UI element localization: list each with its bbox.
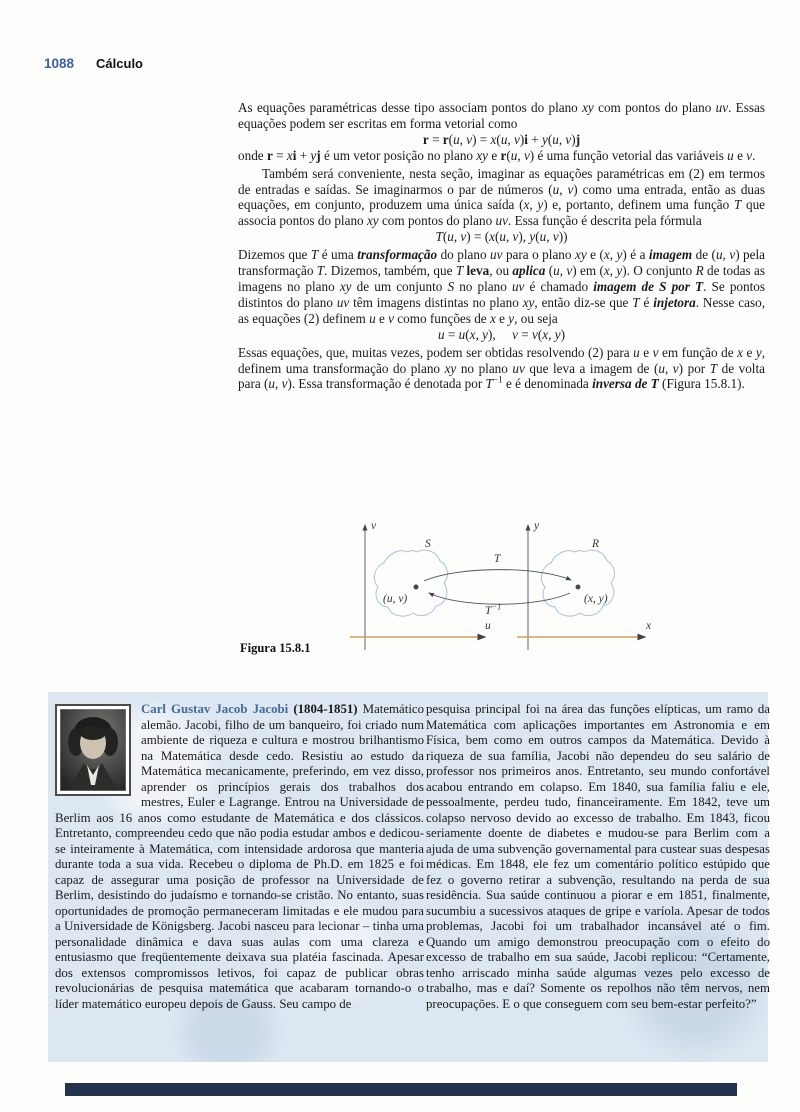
page-bottom-bar [65,1083,737,1096]
figure-caption: Figura 15.8.1 [240,641,311,655]
bio-left-column [55,702,424,1012]
main-text-column [238,100,765,392]
xy-point-dot [576,585,581,590]
equation-u-v-functions: u = u(x, y), v = v(x, y) [438,326,565,342]
paragraph-position-vector: onde r = xi + yj é um vetor posição no plano xy e r(u, v) é uma função vetorial das variáveis u e v. [238,147,756,163]
jacobi-portrait-image [60,709,126,791]
page-header [44,56,143,71]
paragraph-transformation: Dizemos que T é uma transformação do plano uv para o plano xy e (x, y) é a imagem de (u, v) pela transformação T. Dizemos, também, que T leva, ou aplica (u, v) em (x, y). O conjunto R de todas as imagens no plano xy de um conjunto S no plano uv é chamado imagem de S por T. Se pontos distintos do plano uv têm imagens distintas no plano xy, então diz-se que T é injetora. Nesse caso, as equações (2) definem u e v como funções de x e y, ou seja [238,247,766,326]
paragraph-inverse: Essas equações, que, muitas vezes, podem ser obtidas resolvendo (2) para u e v em função de x e y, definem uma transformação do plano xy no plano uv que leva a imagem de (u, v) por T de volta para (u, v). Essa transformação é denotada por $T^{-1}$ e é denominada inversa de T (Figura 15.8.1). [238,344,766,392]
paragraph-parametric: As equações paramétricas desse tipo associam pontos do plano xy com pontos do plano uv. Essas equações podem ser escritas em forma vetorial como [238,100,765,131]
equation-T-definition: T(u, v) = (x(u, v), y(u, v)) [435,229,568,245]
transformation-diagram [333,516,671,666]
set-r-label: R [592,538,600,550]
region-s-blob [374,550,447,616]
page-number: 1088 [44,56,75,71]
v-axis-label: v [371,520,377,532]
t-inverse-label: $T^{-1}$ [485,601,502,617]
paragraph-inputs-outputs: Também será conveniente, nesta seção, imaginar as equações paramétricas em (2) em termos de entradas e saídas. Se imaginarmos o par de números (u, v) como uma entrada, então as duas equações, em conjunto, produzem uma única saída (x, y) e, portanto, definem uma função T que associa pontos do plano xy com pontos do plano uv. Essa função é descrita pela fórmula [238,165,766,229]
xy-point-label: (x, y) [584,593,608,605]
uv-point-label: (u, v) [383,593,408,605]
region-r-blob [541,550,614,616]
t-map-label: T [494,553,501,565]
bio-name: Carl Gustav Jacob Jacobi [141,702,289,716]
figure-15-8-1 [333,516,671,666]
bio-right-text: pesquisa principal foi na área das funções elípticas, um ramo da Matemática com aplicações importantes em Astronomia e em Física, bem como em outros campos da Matemática. Devido à riqueza de sua família, Jacobi não dependeu do seu salário de professor nos primeiros anos. Entretanto, seu mundo confortável acabou entrando em colapso. Em 1840, sua família faliu e ele, pessoalmente, perdeu tudo, financeiramente. Em 1842, teve um colapso nervoso devido ao excesso de trabalho. Em 1843, ficou seriamente doente de diabetes e mudou-se para Berlim com a ajuda de uma subvenção governamental para custear suas despesas médicas. Em 1848, ele fez um comentário político estúpido que fez o governo retirar a subvenção, resultando na perda de sua residência. Sua saúde continuou a piorar e em 1851, finalmente, sucumbiu a sucessivos ataques de gripe e varíola. Apesar de todos problemas, Jacobi foi um trabalhador incansável até o fim. Quando um amigo demonstrou preocupação com o efeito do excesso de trabalho em sua saúde, Jacobi replicou: “Certamente, tenho arriscado minha saúde algumas vezes pelo excesso de trabalho, mas e daí? Somente os repolhos não têm nervos, nem preocupações. E o que conseguem com seu bem-estar perfeito?” [426,702,770,1011]
u-axis-label: u [485,620,491,632]
bio-left-text: Matemático alemão. Jacobi, filho de um banqueiro, foi criado num ambiente de riqueza e cultura e mostrou brilhantismo na Matemática desde cedo. Resistiu ao estudo da Matemática mecanicamente, preferindo, em vez disso, aprender os princípios gerais dos trabalhos dos mestres, Euler e Lagrange. Entrou na Universidade de Berlim aos 16 anos como estudante de Matemática e dos clássicos. Entretanto, compreendeu cedo que não podia estudar ambos e dedicou-se inteiramente à Matemática, com intensidade ardorosa que manteria durante toda a sua vida. Recebeu o diploma de Ph.D. em 1825 e foi capaz de assegurar uma posição de professor na Universidade de Berlim, desistindo do judaísmo e tornando-se cristão. No entanto, suas oportunidades de promoção permaneceram limitadas e ele mudou para a Universidade de Königsberg. Jacobi nasceu para lecionar – tinha uma personalidade dinâmica e dava suas aulas com uma clareza e entusiasmo que freqüentemente deixava sua platéia fascinada. Apesar dos extensos compromissos letivos, foi capaz de publicar obras revolucionárias de pesquisa matemática que acabaram tornando-o o líder matemático europeu depois de Gauss. Seu campo de [55,702,425,1011]
biography-section [48,692,768,1062]
bio-years: (1804-1851) [293,702,358,716]
bio-right-column [426,702,770,1012]
y-axis-label: y [534,520,540,532]
jacobi-portrait [55,704,131,796]
uv-point-dot [414,585,419,590]
book-title: Cálculo [96,56,144,71]
equation-vector-form: r = r(u, v) = x(u, v)i + y(u, v)j [422,131,581,147]
set-s-label: S [425,538,431,550]
x-axis-label: x [646,620,652,632]
